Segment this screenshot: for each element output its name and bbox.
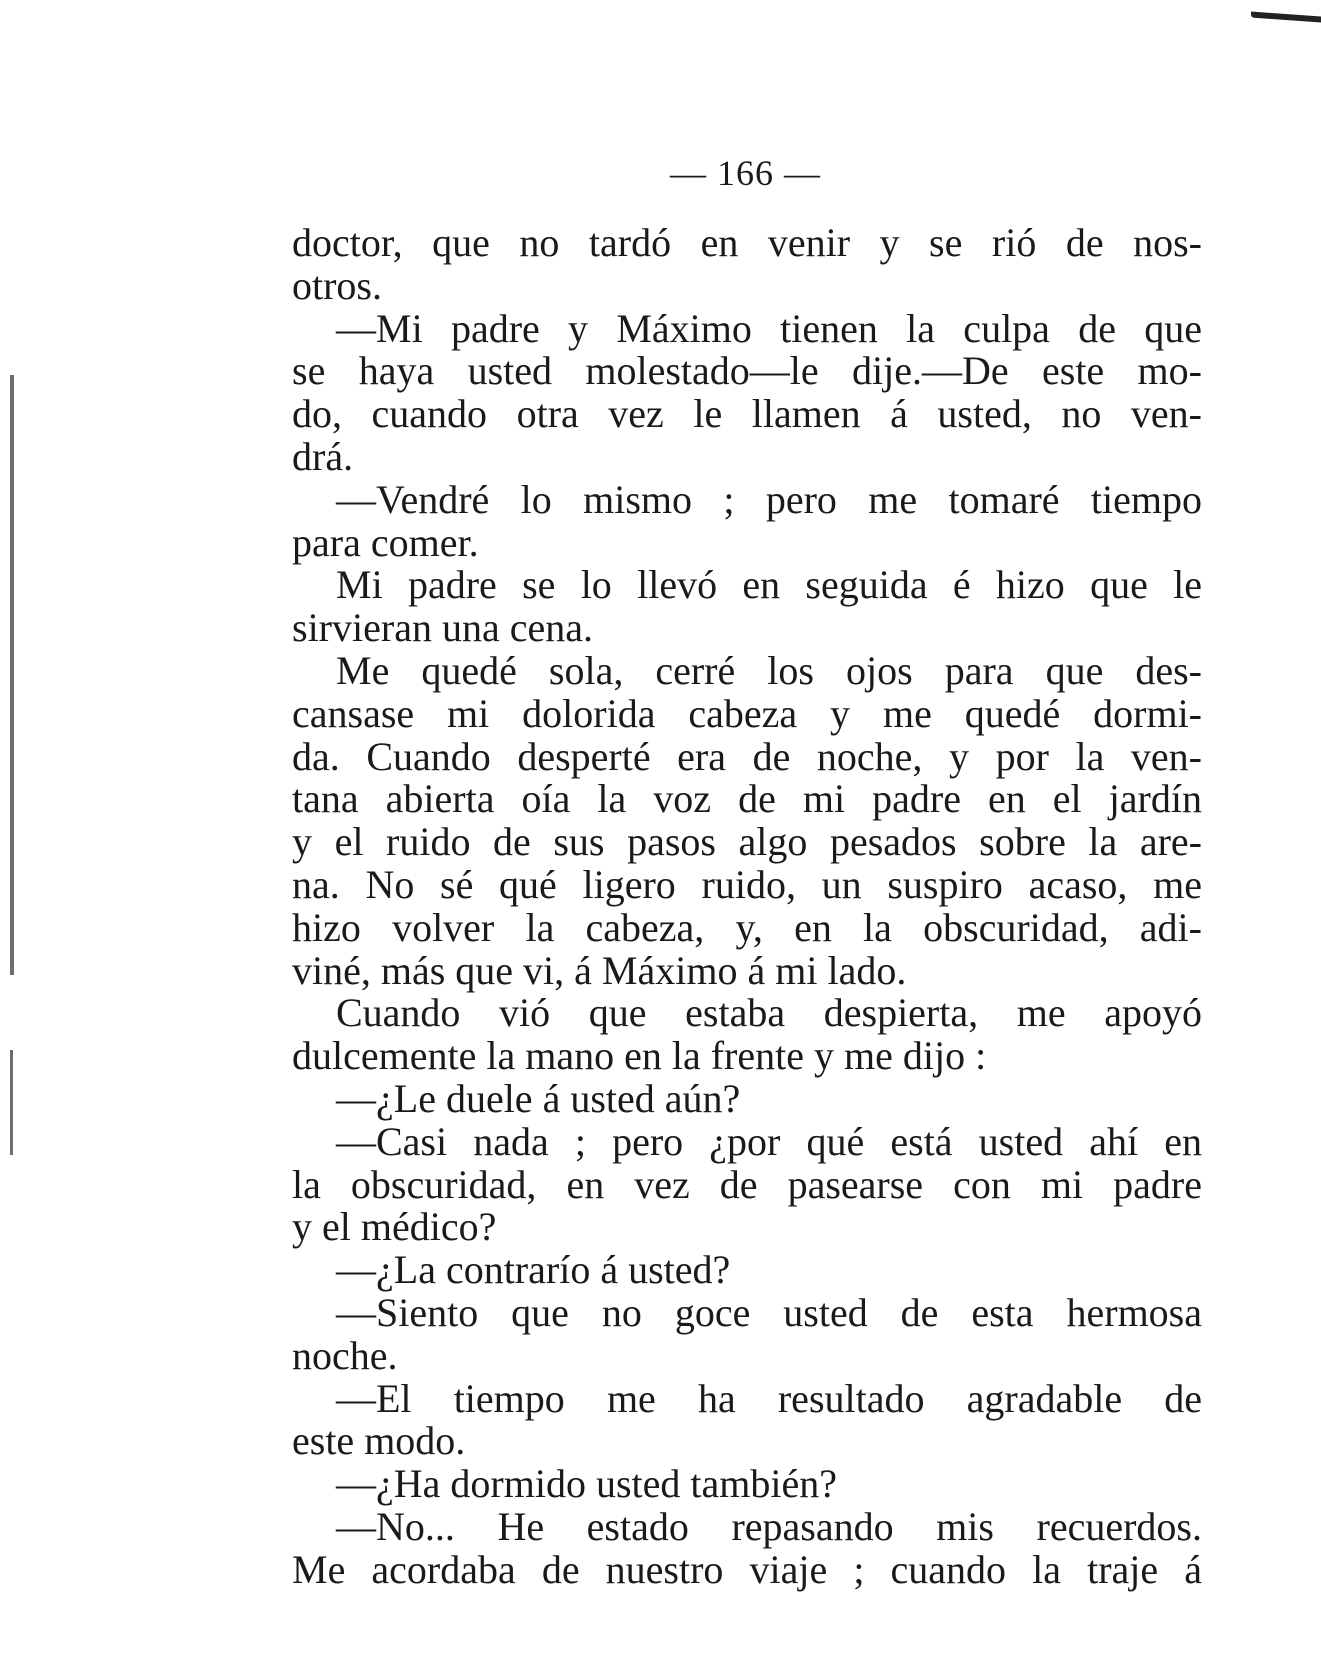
page-number-text: — 166 — xyxy=(670,153,821,193)
text-line: y el ruido de sus pasos algo pesados sobre la are- xyxy=(292,819,1202,865)
text-line: —Vendré lo mismo ; pero me tomaré tiempo xyxy=(336,476,1202,522)
text-line: y el médico? xyxy=(292,1204,497,1250)
binding-shadow xyxy=(10,375,14,975)
text-line: —Casi nada ; pero ¿por qué está usted ahí en xyxy=(336,1118,1202,1164)
text-line: noche. xyxy=(292,1332,398,1378)
text-line: otros. xyxy=(292,262,382,308)
text-line: do, cuando otra vez le llamen á usted, no ven- xyxy=(292,391,1202,437)
text-line: drá. xyxy=(292,433,354,479)
text-line: —¿Ha dormido usted también? xyxy=(336,1461,837,1507)
text-line: —Mi padre y Máximo tienen la culpa de que xyxy=(336,305,1202,351)
text-line: para comer. xyxy=(292,519,479,565)
text-line: hizo volver la cabeza, y, en la obscuridad, adi- xyxy=(292,904,1202,950)
text-line: se haya usted molestado—le dije.—De este mo- xyxy=(292,348,1202,394)
text-line: Cuando vió que estaba despierta, me apoyó xyxy=(336,990,1202,1036)
text-line: viné, más que vi, á Máximo á mi lado. xyxy=(292,947,907,993)
text-line: tana abierta oía la voz de mi padre en el jardín xyxy=(292,776,1202,822)
body-text xyxy=(292,222,1202,1592)
text-line: este modo. xyxy=(292,1418,466,1464)
binding-shadow-lower xyxy=(10,1050,13,1155)
text-line: Me quedé sola, cerré los ojos para que des- xyxy=(336,647,1202,693)
text-line: la obscuridad, en vez de pasearse con mi padre xyxy=(292,1161,1202,1207)
corner-ink-mark xyxy=(1251,12,1321,23)
text-line: sirvieran una cena. xyxy=(292,605,593,651)
text-line: doctor, que no tardó en venir y se rió de nos- xyxy=(292,220,1202,265)
page-number xyxy=(0,152,1321,194)
text-line: cansase mi dolorida cabeza y me quedé dormi- xyxy=(292,690,1202,736)
text-line: dulcemente la mano en la frente y me dijo : xyxy=(292,1033,987,1079)
text-line: na. No sé qué ligero ruido, un suspiro acaso, me xyxy=(292,861,1202,907)
text-line: —No... He estado repasando mis recuerdos. xyxy=(336,1503,1202,1549)
text-line: Me acordaba de nuestro viaje ; cuando la traje á xyxy=(292,1546,1202,1592)
text-line: —Siento que no goce usted de esta hermosa xyxy=(336,1289,1202,1335)
text-line: da. Cuando desperté era de noche, y por la ven- xyxy=(292,733,1202,779)
text-line: —¿La contrarío á usted? xyxy=(336,1247,731,1293)
text-line: —¿Le duele á usted aún? xyxy=(336,1075,741,1121)
text-line: —El tiempo me ha resultado agradable de xyxy=(336,1375,1202,1421)
text-line: Mi padre se lo llevó en seguida é hizo que le xyxy=(336,562,1202,608)
